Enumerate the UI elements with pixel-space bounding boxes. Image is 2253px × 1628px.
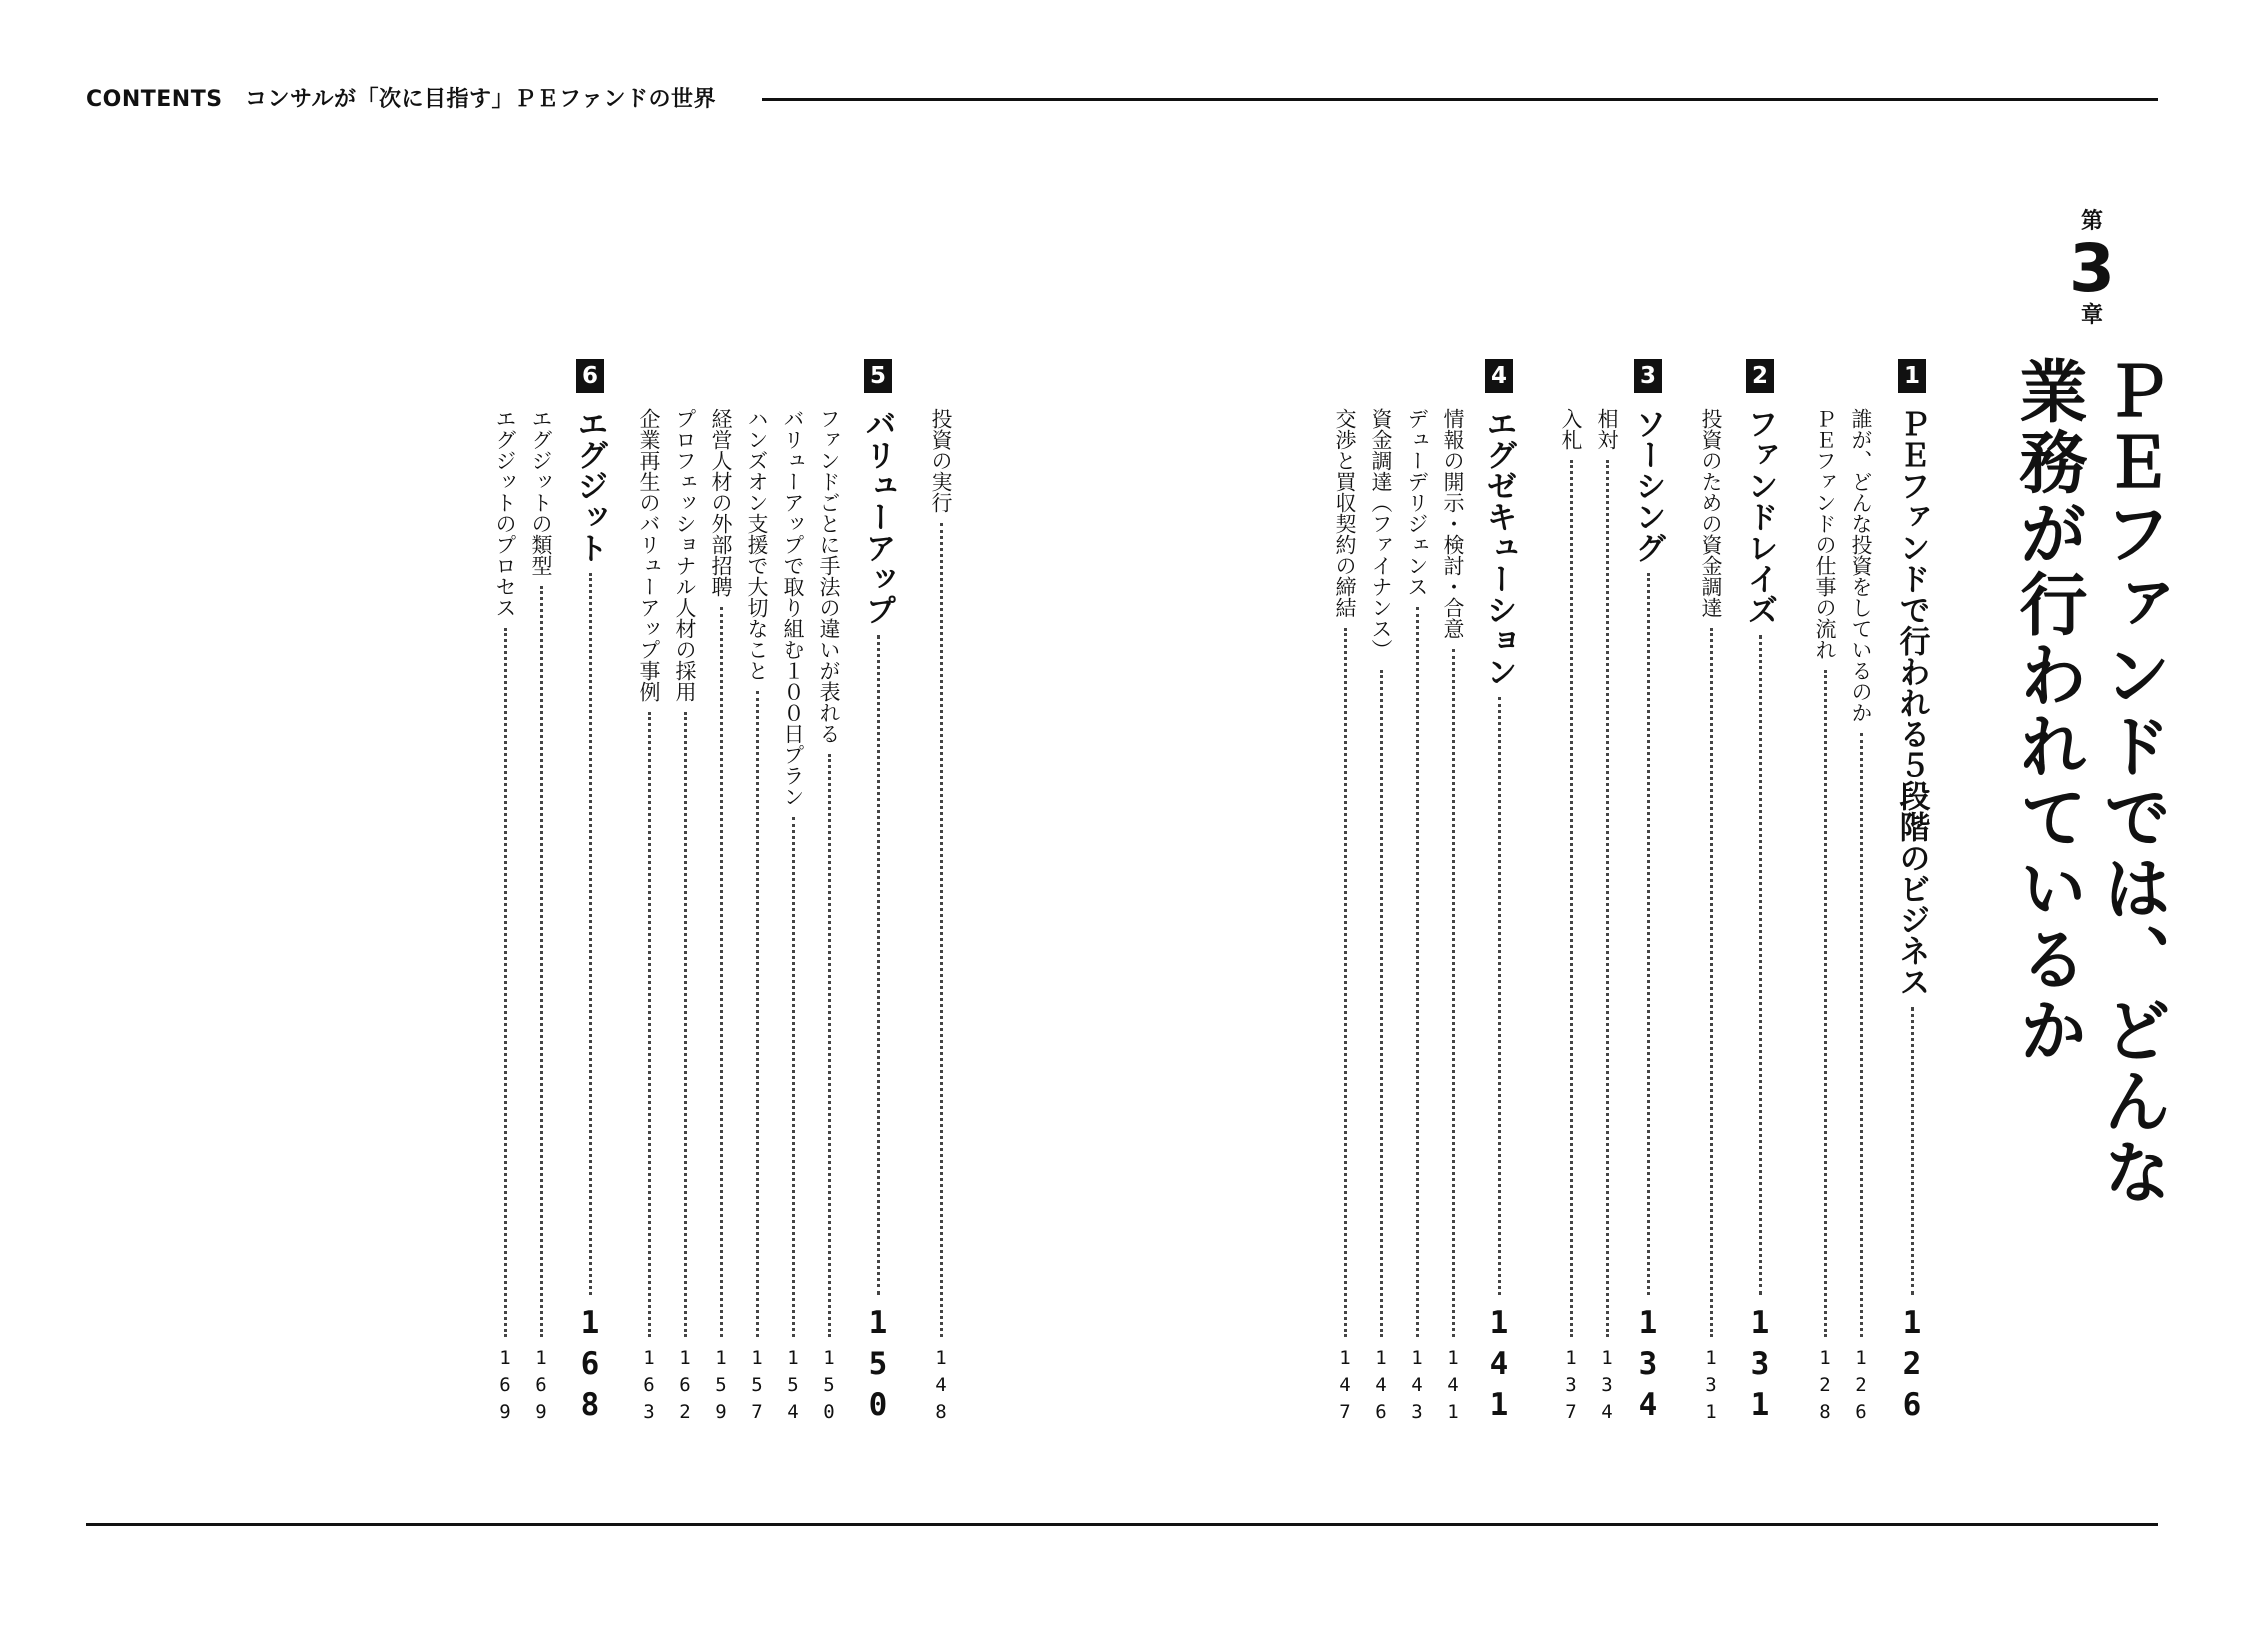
page-number: 126 — [1894, 1305, 1930, 1428]
item-title: 誰が、どんな投資をしているのか — [1849, 408, 1873, 723]
footer-rule — [86, 1523, 2158, 1526]
chapter-label — [2060, 208, 2124, 330]
page-number: 141 — [1481, 1305, 1517, 1428]
item-title: 相対 — [1595, 408, 1619, 450]
dot-leader — [877, 635, 880, 1295]
dot-leader — [1452, 649, 1455, 1337]
item-title: 資金調達（ファイナンス） — [1369, 408, 1393, 660]
dot-leader — [684, 712, 687, 1337]
page-number: 162 — [674, 1347, 696, 1428]
dot-leader — [1606, 460, 1609, 1337]
dot-leader — [504, 628, 507, 1337]
page-number: 157 — [746, 1347, 768, 1428]
section-title: ファンドレイズ — [1741, 408, 1778, 625]
toc-item-entry[interactable] — [778, 408, 808, 1428]
section-title: バリューアップ — [859, 408, 896, 625]
toc-section-entry[interactable] — [858, 408, 898, 1428]
section-title: ＰＥファンドで行われる５段階のビジネス — [1893, 408, 1930, 997]
section-number-badge: 2 — [1746, 359, 1774, 393]
toc-item-entry[interactable] — [1366, 408, 1396, 1428]
section-number-badge: 3 — [1634, 359, 1662, 393]
dot-leader — [1570, 460, 1573, 1337]
section-number-badge: 6 — [576, 359, 604, 393]
dot-leader — [940, 523, 943, 1337]
dot-leader — [1416, 607, 1419, 1337]
header-title: CONTENTS コンサルが「次に目指す」ＰＥファンドの世界 — [86, 87, 717, 112]
chapter-label-bottom: 章 — [2080, 303, 2103, 328]
chapter-label-top: 第 — [2080, 209, 2103, 234]
item-title: バリューアップで取り組む１００日プラン — [781, 408, 805, 807]
dot-leader — [540, 586, 543, 1337]
dot-leader — [1824, 670, 1827, 1337]
page-number: 131 — [1742, 1305, 1778, 1428]
item-title: エグジットの類型 — [529, 408, 553, 576]
page-number: 168 — [572, 1305, 608, 1428]
dot-leader — [720, 607, 723, 1337]
dot-leader — [1380, 670, 1383, 1337]
toc-item-entry[interactable] — [1846, 408, 1876, 1428]
page-number: 169 — [494, 1347, 516, 1428]
item-title: ハンズオン支援で大切なこと — [745, 408, 769, 681]
toc-section-entry[interactable] — [570, 408, 610, 1428]
toc-item-entry[interactable] — [1696, 408, 1726, 1428]
dot-leader — [1710, 628, 1713, 1337]
running-header — [86, 80, 2158, 120]
page-number: 134 — [1596, 1347, 1618, 1428]
toc-item-entry[interactable] — [1810, 408, 1840, 1428]
section-title: エグゼキューション — [1480, 408, 1517, 687]
toc-item-entry[interactable] — [490, 408, 520, 1428]
toc-item-entry[interactable] — [1330, 408, 1360, 1428]
item-title: 経営人材の外部招聘 — [709, 408, 733, 597]
dot-leader — [648, 712, 651, 1337]
section-number-badge: 1 — [1898, 359, 1926, 393]
toc-section-entry[interactable] — [1740, 408, 1780, 1428]
toc-item-entry[interactable] — [1438, 408, 1468, 1428]
item-title: 投資のための資金調達 — [1699, 408, 1723, 618]
page-number: 143 — [1406, 1347, 1428, 1428]
item-title: 交渉と買収契約の締結 — [1333, 408, 1357, 618]
toc-item-entry[interactable] — [634, 408, 664, 1428]
page-number: 150 — [860, 1305, 896, 1428]
toc-section-entry[interactable] — [1892, 408, 1932, 1428]
page-number: 146 — [1370, 1347, 1392, 1428]
chapter-number: 3 — [2069, 230, 2115, 307]
toc-section-entry[interactable] — [1479, 408, 1519, 1428]
dot-leader — [1344, 628, 1347, 1337]
item-title: デューデリジェンス — [1405, 408, 1429, 597]
page-number: 126 — [1850, 1347, 1872, 1428]
dot-leader — [1498, 697, 1501, 1295]
item-title: ＰＥファンドの仕事の流れ — [1813, 408, 1837, 660]
dot-leader — [1759, 635, 1762, 1295]
toc-item-entry[interactable] — [526, 408, 556, 1428]
page-number: 128 — [1814, 1347, 1836, 1428]
page-number: 137 — [1560, 1347, 1582, 1428]
item-title: プロフェッショナル人材の採用 — [673, 408, 697, 702]
section-title: ソーシング — [1629, 408, 1666, 563]
dot-leader — [828, 754, 831, 1337]
dot-leader — [756, 691, 759, 1337]
dot-leader — [589, 573, 592, 1295]
page-number: 134 — [1630, 1305, 1666, 1428]
toc-item-entry[interactable] — [742, 408, 772, 1428]
dot-leader — [1647, 573, 1650, 1295]
section-number-badge: 4 — [1485, 359, 1513, 393]
page-number: 159 — [710, 1347, 732, 1428]
toc-item-entry[interactable] — [1556, 408, 1586, 1428]
toc-item-entry[interactable] — [1592, 408, 1622, 1428]
item-title: 入札 — [1559, 408, 1583, 450]
header-rule — [762, 98, 2158, 101]
page-number: 163 — [638, 1347, 660, 1428]
page-number: 150 — [818, 1347, 840, 1428]
toc-item-entry[interactable] — [926, 408, 956, 1428]
page-number: 148 — [930, 1347, 952, 1428]
page-number: 169 — [530, 1347, 552, 1428]
item-title: 企業再生のバリューアップ事例 — [637, 408, 661, 702]
toc-item-entry[interactable] — [1402, 408, 1432, 1428]
section-number-badge: 5 — [864, 359, 892, 393]
item-title: エグジットのプロセス — [493, 408, 517, 618]
toc-item-entry[interactable] — [670, 408, 700, 1428]
item-title: 情報の開示・検討・合意 — [1441, 408, 1465, 639]
page-number: 131 — [1700, 1347, 1722, 1428]
toc-item-entry[interactable] — [706, 408, 736, 1428]
item-title: ファンドごとに手法の違いが表れる — [817, 408, 841, 744]
toc-item-entry[interactable] — [814, 408, 844, 1428]
section-title: エグジット — [571, 408, 608, 563]
page-number: 141 — [1442, 1347, 1464, 1428]
toc-section-entry[interactable] — [1628, 408, 1668, 1428]
item-title: 投資の実行 — [929, 408, 953, 513]
page-number: 154 — [782, 1347, 804, 1428]
page-number: 147 — [1334, 1347, 1356, 1428]
chapter-title: ＰＥファンドでは、どんな業務が行われているか — [2008, 356, 2171, 1208]
dot-leader — [1860, 733, 1863, 1337]
dot-leader — [1911, 1007, 1914, 1295]
dot-leader — [792, 817, 795, 1337]
